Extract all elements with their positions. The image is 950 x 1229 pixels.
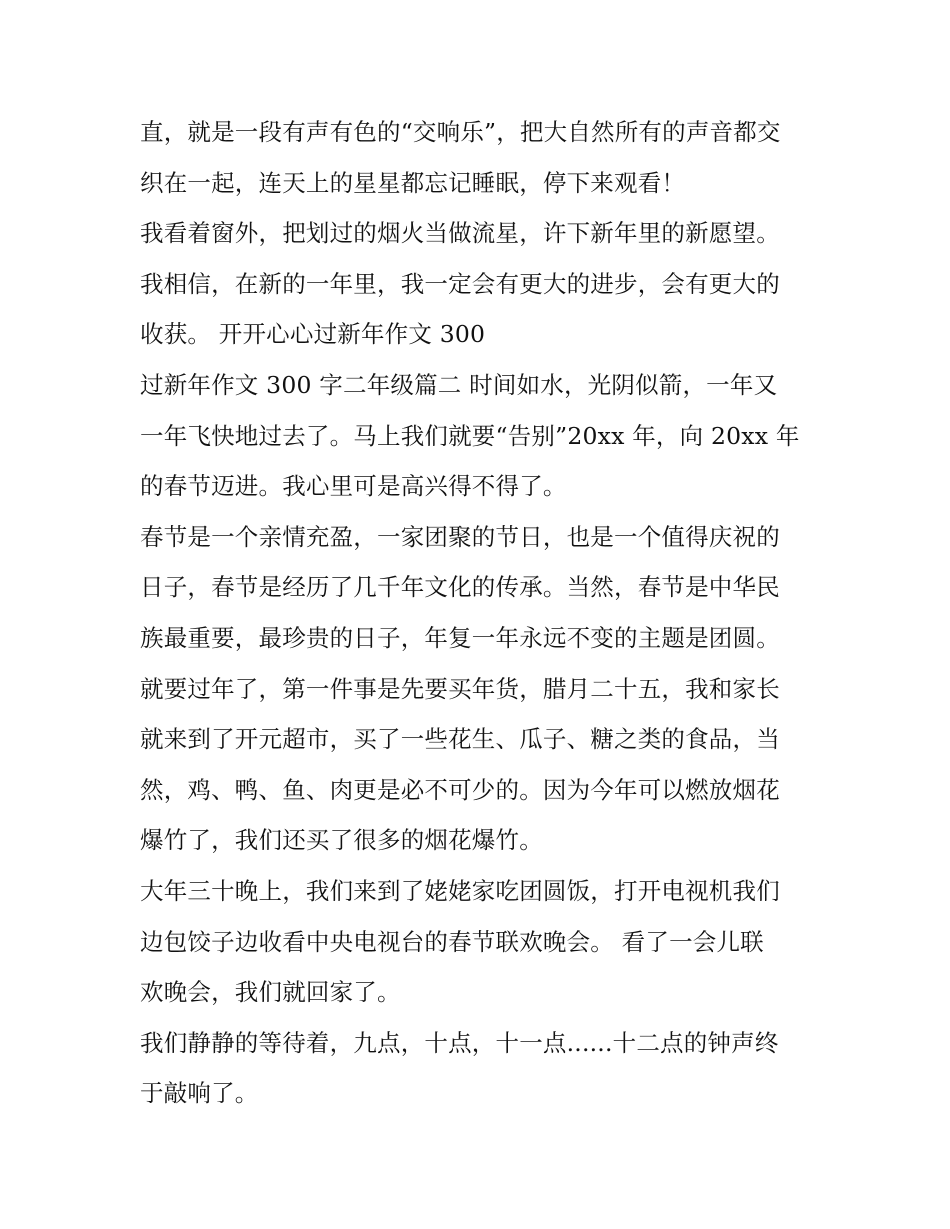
text-line: 欢晚会，我们就回家了。 bbox=[140, 978, 401, 1007]
text-line: 的春节迈进。我心里可是高兴得不得了。 bbox=[140, 472, 567, 501]
text-line: 日子，春节是经历了几千年文化的传承。当然，春节是中华民 bbox=[140, 573, 780, 602]
text-line: 我相信，在新的一年里，我一定会有更大的进步，会有更大的 bbox=[140, 269, 780, 298]
text-line: 边包饺子边收看中央电视台的春节联欢晚会。 看了一会儿联 bbox=[140, 927, 764, 956]
text-line: 于敲响了。 bbox=[140, 1079, 259, 1108]
text-line: 织在一起，连天上的星星都忘记睡眠，停下来观看！ bbox=[140, 168, 686, 197]
text-line: 大年三十晚上，我们来到了姥姥家吃团圆饭，打开电视机我们 bbox=[140, 876, 780, 905]
body-text bbox=[140, 107, 830, 1119]
text-line: 爆竹了，我们还买了很多的烟花爆竹。 bbox=[140, 826, 543, 855]
text-line: 过新年作文 300 字二年级篇二 时间如水，光阴似箭，一年又 bbox=[140, 370, 778, 399]
text-line: 然，鸡、鸭、鱼、肉更是必不可少的。因为今年可以燃放烟花 bbox=[140, 775, 780, 804]
text-line: 春节是一个亲情充盈，一家团聚的节日，也是一个值得庆祝的 bbox=[140, 522, 780, 551]
text-line: 收获。 开开心心过新年作文 300 bbox=[140, 320, 486, 349]
text-line: 一年飞快地过去了。马上我们就要“告别”20xx 年，向 20xx 年 bbox=[140, 421, 800, 450]
text-line: 我看着窗外，把划过的烟火当做流星，许下新年里的新愿望。 bbox=[140, 219, 780, 248]
text-line: 就来到了开元超市，买了一些花生、瓜子、糖之类的食品，当 bbox=[140, 725, 780, 754]
text-line: 族最重要，最珍贵的日子，年复一年永远不变的主题是团圆。 bbox=[140, 623, 780, 652]
text-line: 直，就是一段有声有色的“交响乐”，把大自然所有的声音都交 bbox=[140, 118, 781, 146]
text-line: 我们静静的等待着，九点，十点，十一点......十二点的钟声终 bbox=[140, 1028, 779, 1057]
text-line: 就要过年了，第一件事是先要买年货，腊月二十五，我和家长 bbox=[140, 674, 780, 703]
